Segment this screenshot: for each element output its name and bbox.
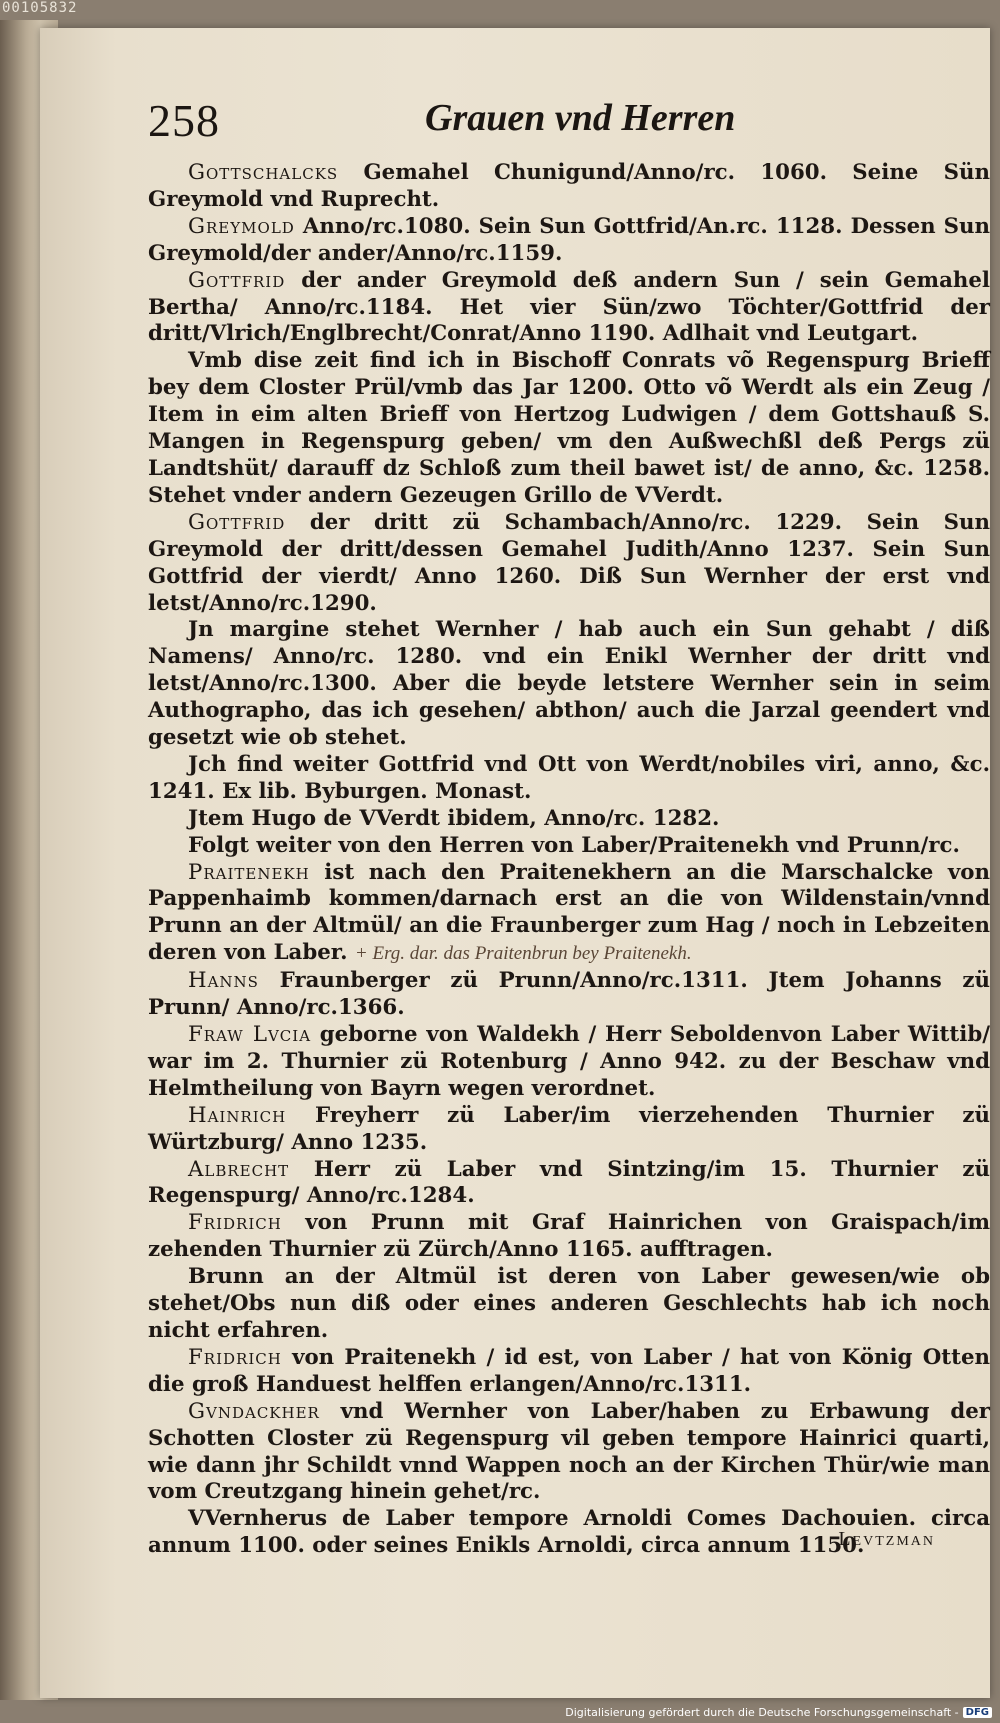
paragraph-lead-name: Fridrich <box>188 1210 282 1236</box>
paragraph <box>148 1264 990 1345</box>
paragraph <box>148 268 990 349</box>
paragraph-text: Anno/rc.1080. Sein Sun Gottfrid/An.rc. 1128. Dessen Sun Greymold/der ander/Anno/rc.1159. <box>148 213 990 266</box>
paragraph-lead-name: Fridrich <box>188 1344 282 1370</box>
paragraph-text: Fraunberger zü Prunn/Anno/rc.1311. Jtem Johanns zü Prunn/ Anno/rc.1366. <box>148 968 990 1021</box>
paragraph-text: Gemahel Chunigund/Anno/rc. 1060. Seine Sün Greymold vnd Ruprecht. <box>148 160 990 212</box>
paragraph-text: ist nach den Praitenekhern an die Marschalcke von Pappenhaimb kommen/darnach erst an die von Wildenstain/vnnd Prunn an der Altmül/ an die Fraunberger zum Hag / noch in Lebzeiten deren von Laber. <box>148 859 990 966</box>
paragraph-text: der dritt zü Schambach/Anno/rc. 1229. Sein Sun Greymold der dritt/dessen Gemahel Judith/Anno 1237. Sein Sun Gottfrid der vierdt/ Anno 1260. Diß Sun Wernher der erst vnd letst/Anno/rc.1290. <box>148 509 990 616</box>
paragraph <box>148 1210 990 1264</box>
paragraph-lead-name: Gottfrid <box>188 509 286 535</box>
paragraph <box>148 510 990 618</box>
paragraph-lead-name: Hainrich <box>188 1102 287 1128</box>
paragraph-text: vnd Wernher von Laber/haben zu Erbawung der Schotten Closter zü Regenspurg vil geben tempore Hainrici quarti, wie dann jhr Schildt vnnd Wappen noch an der Kirchen Thür/wie man vom Creutzgang hinein gehet/rc. <box>148 1398 990 1505</box>
credit-text: Digitalisierung gefördert durch die Deutsche Forschungsgemeinschaft - <box>565 1706 959 1719</box>
paragraph <box>148 214 990 268</box>
paragraph-lead-name: Fraw Lvcia <box>188 1022 312 1047</box>
paragraph-lead-name: Gottschalcks <box>188 160 339 185</box>
paragraph-lead-name: Albrecht <box>188 1156 290 1182</box>
paragraph-text: von Prunn mit Graf Hainrichen von Graispach/im zehenden Thurnier zü Zürch/Anno 1165. aufftragen. <box>148 1210 990 1263</box>
paragraph-lead-name: Hanns <box>188 968 259 994</box>
page-number: 258 <box>148 95 220 146</box>
paragraph-text: der ander Greymold deß andern Sun / sein Gemahel Bertha/ Anno/rc.1184. Het vier Sün/zwo Töchter/Gottfrid der dritt/Vlrich/Englbrecht/Conrat/Anno 1190. Adlhait vnd Leutgart. <box>148 267 990 347</box>
paragraph-text: Herr zü Laber vnd Sintzing/im 15. Thurnier zü Regenspurg/ Anno/rc.1284. <box>148 1156 990 1209</box>
page-body-text <box>148 160 990 1560</box>
paragraph <box>148 1345 990 1399</box>
paragraph-text: Freyherr zü Laber/im vierzehenden Thurnier zü Würtzburg/ Anno 1235. <box>148 1102 990 1155</box>
catchword: Levtzman <box>838 1528 935 1550</box>
paragraph-text: Jn margine stehet Wernher / hab auch ein Sun gehabt / diß Namens/ Anno/rc. 1280. vnd ein Enikl Wernher der dritt vnd letst/Anno/rc.1300. Aber die beyde letstere Wernher sein in seim Authographo, das ich gesehen/ abthon/ auch die Jarzal geendert vnd gesetzt wie ob stehet. <box>148 617 990 751</box>
paragraph-text: Jch find weiter Gottfrid vnd Ott von Werdt/nobiles viri, anno, &c. 1241. Ex lib. Byburgen. Monast. <box>148 751 990 804</box>
paragraph <box>148 860 990 969</box>
handwritten-annotation: + Erg. dar. das Praitenbrun bey Praitenekh. <box>354 943 692 965</box>
paragraph <box>148 160 990 214</box>
paragraph <box>148 1157 990 1211</box>
paragraph <box>148 968 990 1022</box>
paragraph-text: VVernherus de Laber tempore Arnoldi Comes Dachouien. circa annum 1100. oder seines Enikls Arnoldi, circa annum 1150. <box>148 1506 990 1559</box>
paragraph <box>148 752 990 806</box>
paragraph <box>148 806 990 833</box>
paragraph-lead-name: Gottfrid <box>188 267 286 293</box>
book-page <box>40 28 990 1698</box>
paragraph-lead-name: Praitenekh <box>188 859 310 885</box>
paragraph <box>148 1103 990 1157</box>
paragraph-text: Jtem Hugo de VVerdt ibidem, Anno/rc. 1282. <box>188 805 720 831</box>
paragraph <box>148 1399 990 1507</box>
paragraph <box>148 348 990 509</box>
paragraph-text: geborne von Waldekh / Herr Seboldenvon Laber Wittib/ war im 2. Thurnier zü Rotenburg / Anno 942. zu der Beschaw vnd Helmtheilung von Bayrn wegen verordnet. <box>148 1022 990 1101</box>
page-header <box>110 88 950 158</box>
digitization-credit <box>565 1706 992 1719</box>
paragraph-text: Brunn an der Altmül ist deren von Laber gewesen/wie ob stehet/Obs nun diß oder eines anderen Geschlechts hab ich noch nicht erfahren. <box>148 1264 990 1343</box>
dfg-logo: DFG <box>963 1707 992 1718</box>
scan-id: 00105832 <box>2 0 78 16</box>
paragraph-text: Vmb dise zeit find ich in Bischoff Conrats võ Regenspurg Brieff bey dem Closter Prül/vmb das Jar 1200. Otto võ Werdt als ein Zeug / Item in eim alten Brieff von Hertzog Ludwigen / dem Gottshauß S. Mangen in Regenspurg geben/ vm den Außwechßl deß Pergs zü Landtshüt/ darauff dz Schloß zum theil bawet ist/ de anno, &c. 1258. Stehet vnder andern Gezeugen Grillo de VVerdt. <box>148 348 990 508</box>
paragraph <box>148 1022 990 1103</box>
paragraph-lead-name: Gvndackher <box>188 1398 320 1424</box>
paragraph-lead-name: Greymold <box>188 213 295 239</box>
paragraph-text: von Praitenekh / id est, von Laber / hat von König Otten die groß Handuest helffen erlangen/Anno/rc.1311. <box>148 1344 990 1397</box>
paragraph-text: Folgt weiter von den Herren von Laber/Praitenekh vnd Prunn/rc. <box>188 832 960 858</box>
running-head: Grauen vnd Herren <box>425 97 736 139</box>
paragraph <box>148 617 990 752</box>
paragraph <box>148 833 990 860</box>
